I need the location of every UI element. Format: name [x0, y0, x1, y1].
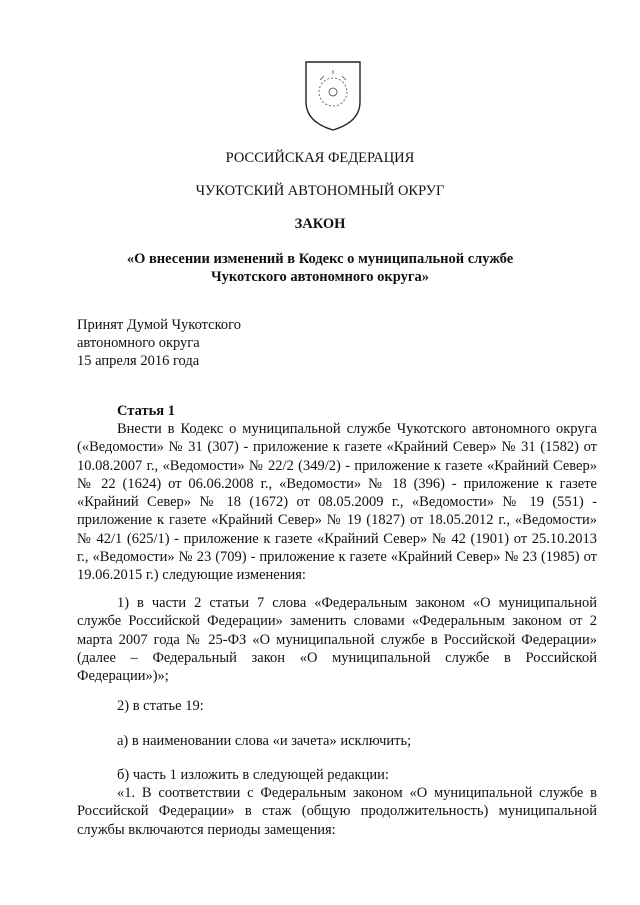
adoption-block	[77, 316, 241, 370]
law-title-line1: «О внесении изменений в Кодекс о муниципальной службе	[126, 251, 514, 267]
amendment-item-1: 1) в части 2 статьи 7 слова «Федеральным законом «О муниципальной службе Российской Федерации» заменить словами «Федеральным законом от 2 марта 2007 года № 25-ФЗ «О муниципальной службе в Российской Федерации» (далее – Федеральный закон «О муниципальной службе в Российской Федерации»)»;	[77, 595, 597, 685]
amendment-item-2: 2) в статье 19:	[117, 698, 204, 714]
article-title: Статья 1	[117, 403, 175, 419]
header-region: ЧУКОТСКИЙ АВТОНОМНЫЙ ОКРУГ	[195, 183, 445, 199]
header-country: РОССИЙСКАЯ ФЕДЕРАЦИЯ	[225, 150, 415, 166]
adoption-line1: Принят Думой Чукотского	[77, 317, 242, 333]
document-type: ЗАКОН	[294, 216, 346, 232]
amendment-item-2a: а) в наименовании слова «и зачета» исключить;	[117, 733, 412, 749]
amendment-item-2b: б) часть 1 изложить в следующей редакции:	[117, 767, 389, 783]
amendment-item-2b-text: «1. В соответствии с Федеральным законом «О муниципальной службе в Российской Федерации» в стаж (общую продолжительность) муниципальной службы включаются периоды замещения:	[77, 785, 597, 838]
law-title-line2: Чукотского автономного округа»	[211, 269, 429, 285]
adoption-line2: автономного округа	[77, 335, 200, 351]
coat-of-arms-emblem	[302, 58, 364, 134]
adoption-date: 15 апреля 2016 года	[77, 353, 200, 369]
article-intro-paragraph: Внести в Кодекс о муниципальной службе Чукотского автономного округа («Ведомости» № 31 (307) - приложение к газете «Крайний Север» № 31 (1582) от 10.08.2007 г., «Ведомости» № 22/2 (349/2) - приложение к газете «Крайний Север» № 22 (1624) от 06.06.2008 г., «Ведомости» № 18 (396) - приложение к газете «Крайний Север» № 18 (1672) от 08.05.2009 г., «Ведомости» № 19 (551) - приложение к газете «Крайний Север» № 19 (1827) от 18.05.2012 г., «Ведомости» № 42/1 (625/1) - приложение к газете «Крайний Север» № 42 (1901) от 25.10.2013 г., «Ведомости» № 23 (709) - приложение к газете «Крайний Север» № 23 (1985) от 19.06.2015 г.) следующие изменения:	[77, 421, 597, 584]
